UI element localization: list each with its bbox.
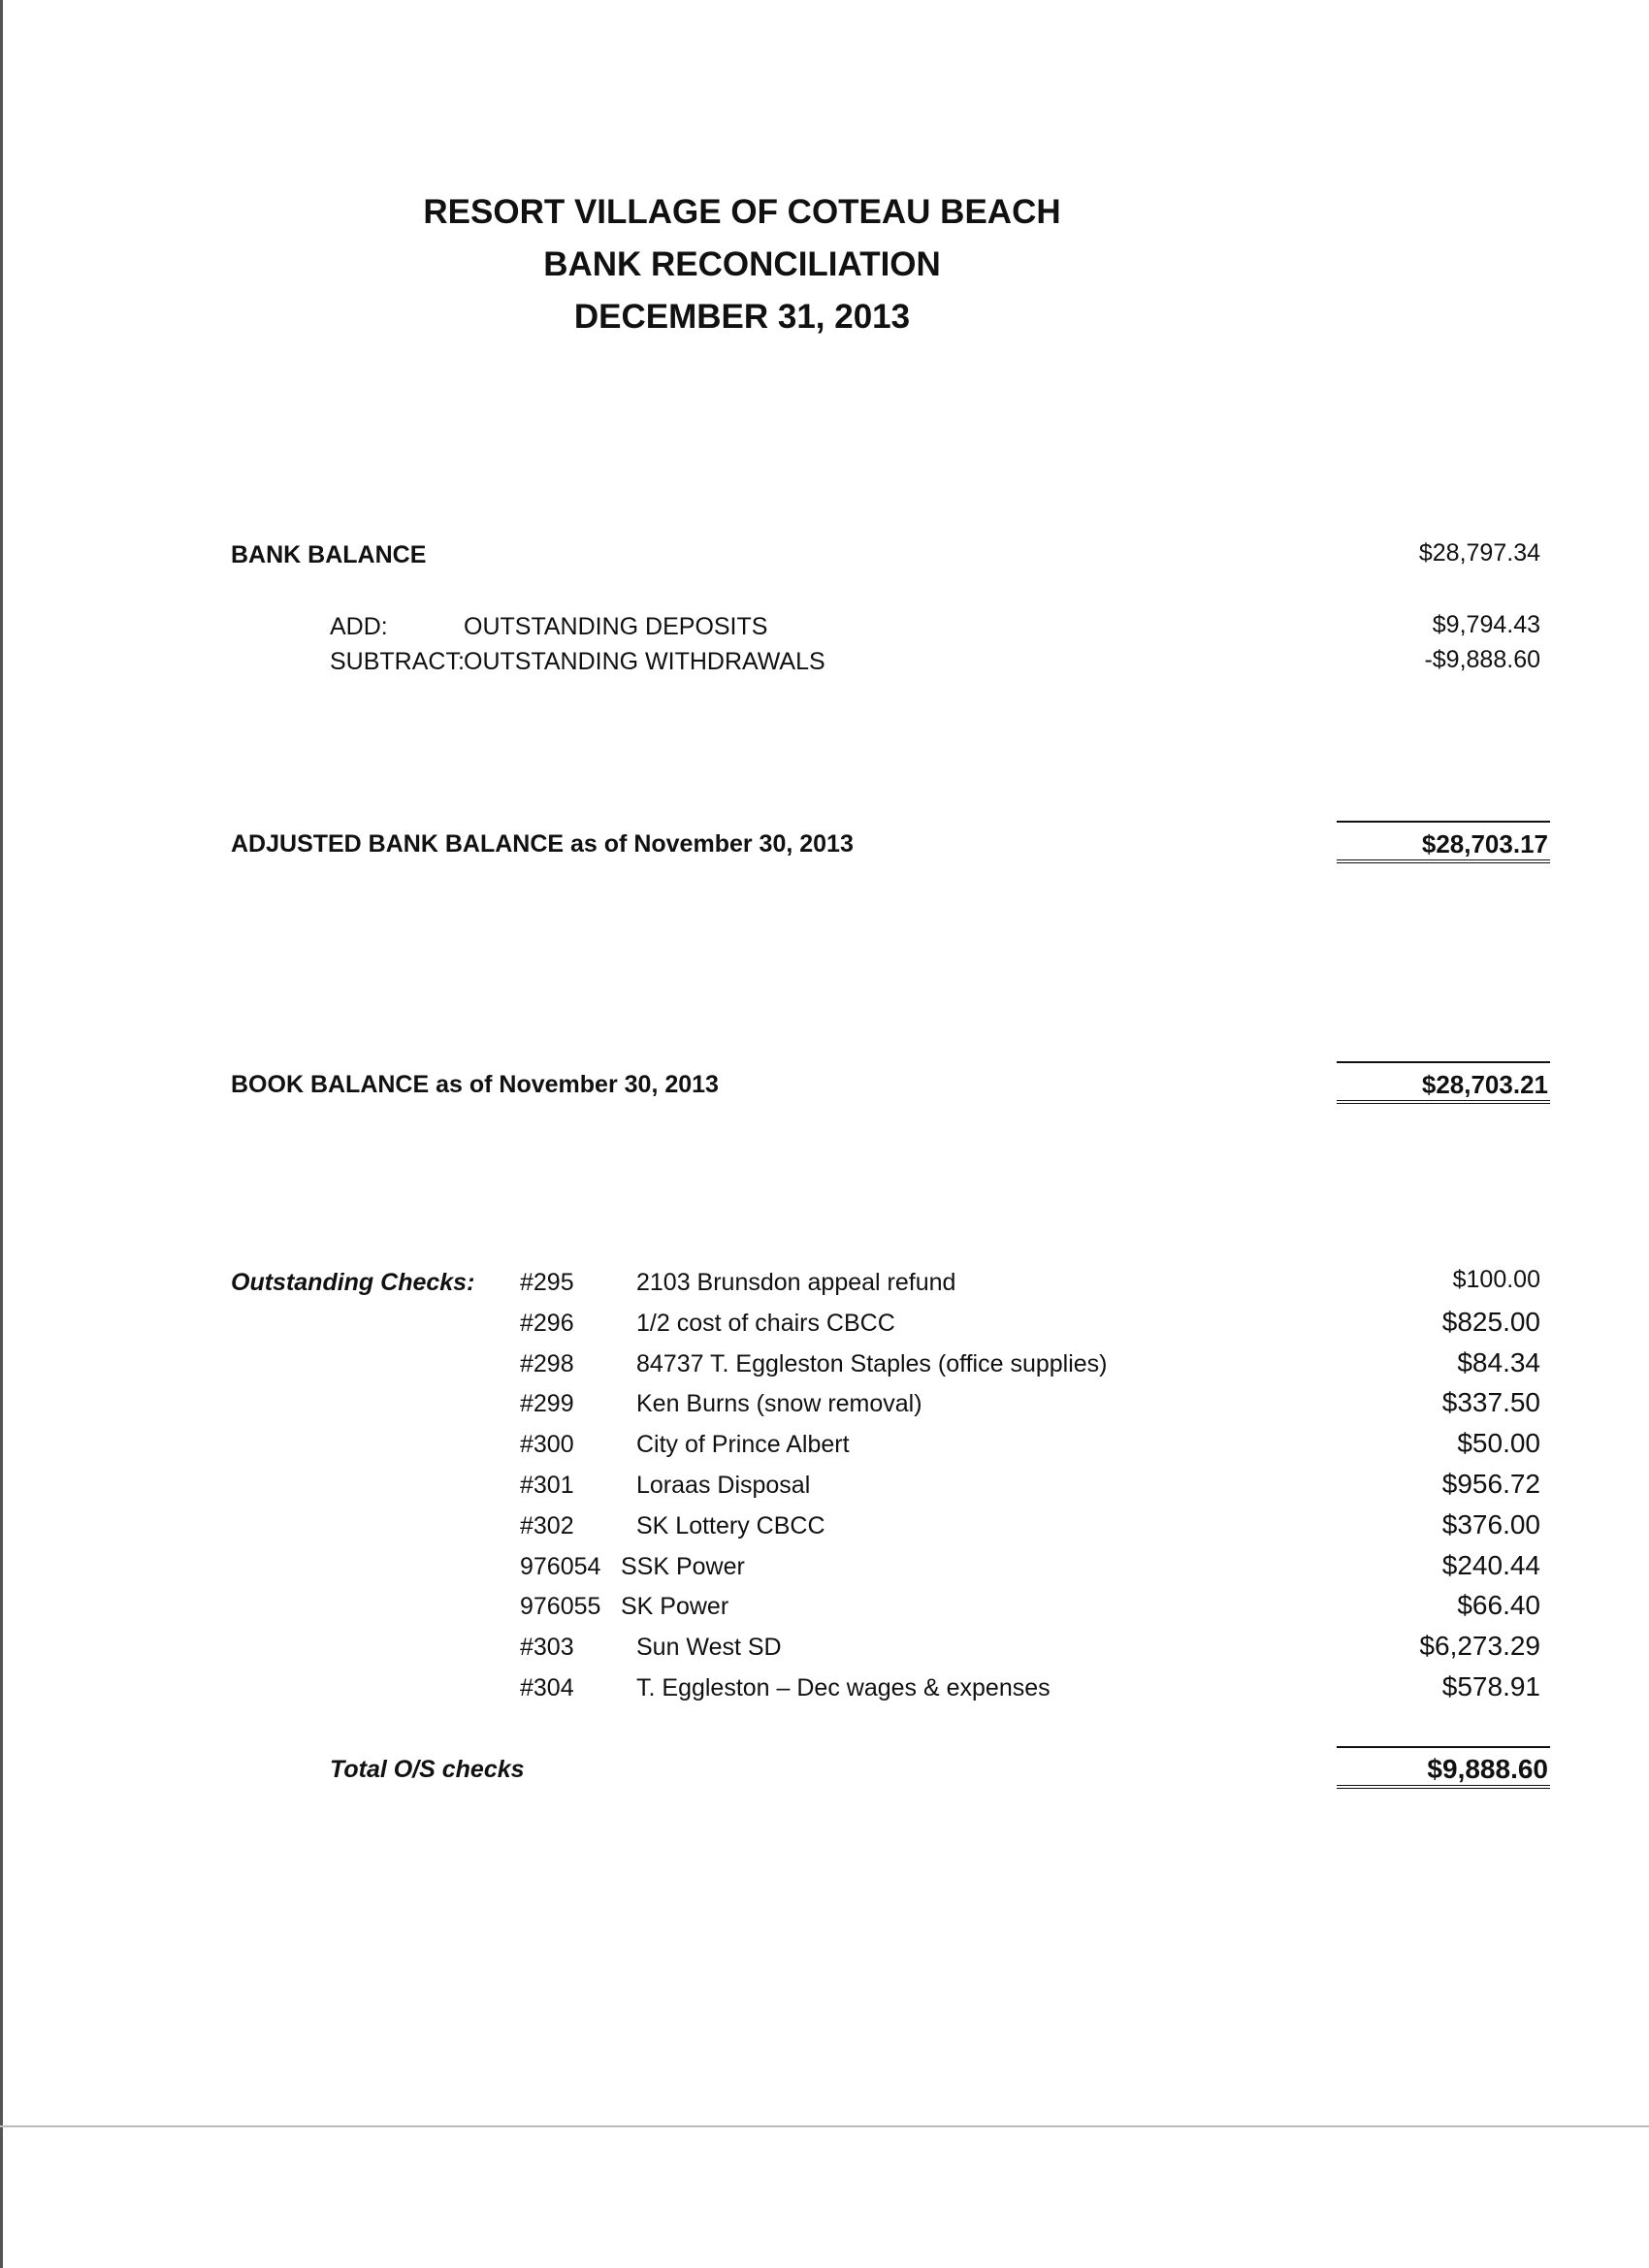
check-description: 84737 T. Eggleston Staples (office supplies) <box>636 1350 1108 1377</box>
check-description: T. Eggleston – Dec wages & expenses <box>636 1674 1051 1701</box>
check-number: #304 <box>520 1674 574 1701</box>
total-os-checks-amount: $9,888.60 <box>1337 1746 1550 1789</box>
check-description: 2103 Brunsdon appeal refund <box>636 1269 956 1296</box>
subtract-amount: -$9,888.60 <box>1424 646 1540 673</box>
check-amount: $100.00 <box>1452 1266 1540 1293</box>
add-amount: $9,794.43 <box>1432 611 1540 638</box>
title-organization: RESORT VILLAGE OF COTEAU BEACH <box>423 193 1061 231</box>
check-description: City of Prince Albert <box>636 1431 850 1458</box>
outstanding-checks-label: Outstanding Checks: <box>231 1269 475 1296</box>
adjusted-bank-balance-title: ADJUSTED BANK BALANCE <box>231 830 565 858</box>
book-balance-amount: $28,703.21 <box>1337 1061 1550 1104</box>
adjusted-bank-balance-date: as of November 30, 2013 <box>570 830 854 858</box>
check-description: 1/2 cost of chairs CBCC <box>636 1310 895 1337</box>
check-number: #302 <box>520 1512 574 1539</box>
adjusted-bank-balance-amount: $28,703.17 <box>1337 821 1550 863</box>
check-description: Ken Burns (snow removal) <box>636 1390 922 1417</box>
check-number: #300 <box>520 1431 574 1458</box>
check-amount: $956.72 <box>1441 1469 1540 1499</box>
check-description: SSK Power <box>621 1553 745 1580</box>
adjusted-bank-balance-label <box>231 830 854 859</box>
check-number: 976055 <box>520 1593 601 1620</box>
check-number: #303 <box>520 1634 574 1661</box>
check-number: 976054 <box>520 1553 601 1580</box>
check-amount: $66.40 <box>1457 1590 1540 1620</box>
document-title <box>330 186 1154 343</box>
check-amount: $376.00 <box>1441 1509 1540 1539</box>
add-description: OUTSTANDING DEPOSITS <box>464 613 768 640</box>
check-amount: $578.91 <box>1441 1671 1540 1701</box>
check-amount: $825.00 <box>1441 1307 1540 1337</box>
bank-balance-label: BANK BALANCE <box>231 541 427 568</box>
check-number: #301 <box>520 1472 574 1499</box>
subtract-label: SUBTRACT: <box>330 648 465 675</box>
check-description: Loraas Disposal <box>636 1472 811 1499</box>
check-number: #298 <box>520 1350 574 1377</box>
scan-left-edge <box>0 0 3 2268</box>
check-description: SK Power <box>621 1593 729 1620</box>
book-balance-label <box>231 1071 719 1099</box>
add-label: ADD: <box>330 613 388 640</box>
check-amount: $50.00 <box>1457 1428 1540 1458</box>
check-amount: $337.50 <box>1441 1387 1540 1417</box>
check-description: SK Lottery CBCC <box>636 1512 825 1539</box>
book-balance-title: BOOK BALANCE <box>231 1071 430 1098</box>
check-number: #299 <box>520 1390 574 1417</box>
title-date: DECEMBER 31, 2013 <box>573 298 911 336</box>
check-number: #295 <box>520 1269 574 1296</box>
check-description: Sun West SD <box>636 1634 782 1661</box>
bank-balance-amount: $28,797.34 <box>1418 539 1540 567</box>
check-number: #296 <box>520 1310 574 1337</box>
book-balance-date: as of November 30, 2013 <box>436 1071 719 1098</box>
total-os-checks-label: Total O/S checks <box>330 1756 525 1783</box>
subtract-description: OUTSTANDING WITHDRAWALS <box>464 648 825 675</box>
title-report-name: BANK RECONCILIATION <box>543 245 941 283</box>
check-amount: $84.34 <box>1457 1347 1540 1377</box>
check-amount: $240.44 <box>1441 1550 1540 1580</box>
scan-artifact-line <box>0 2125 1649 2127</box>
check-amount: $6,273.29 <box>1419 1631 1540 1661</box>
